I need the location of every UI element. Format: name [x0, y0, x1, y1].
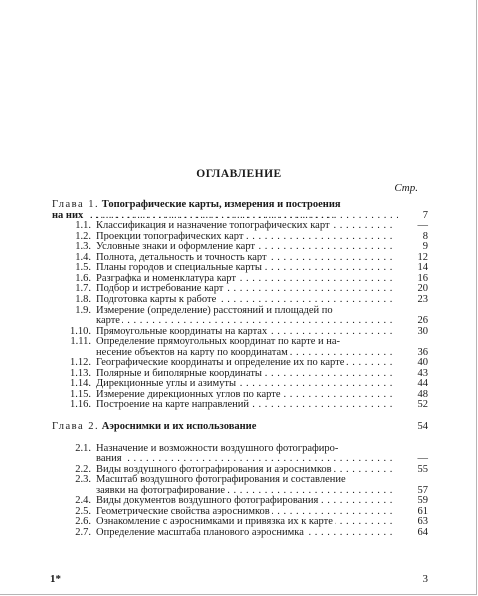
toc-item-page: 30 — [417, 325, 428, 337]
toc-item-number: 1.5. — [75, 262, 91, 274]
toc-line — [0, 199, 478, 210]
toc-item-number: 1.14. — [70, 378, 91, 390]
toc-item-label: Полярные и биполярные координаты — [96, 367, 262, 379]
toc-item-label: Геометрические свойства аэроснимков — [96, 505, 270, 517]
toc-item-text — [96, 527, 396, 538]
toc-item-label-continued: карте — [96, 315, 120, 327]
toc-item-text — [96, 305, 396, 316]
toc-item-page: 23 — [417, 293, 428, 305]
toc-item-number: 1.1. — [75, 220, 91, 232]
toc-item-page: 44 — [417, 378, 428, 390]
toc-item-label: Планы городов и специальные карты — [96, 262, 262, 274]
signature-mark: 1* — [50, 573, 61, 585]
toc-item-number: 1.15. — [70, 388, 91, 400]
toc-line — [0, 262, 478, 273]
page-number: 3 — [422, 573, 428, 585]
toc-item-page: 64 — [417, 526, 428, 538]
toc-item-text — [96, 474, 396, 485]
toc-page: 54 — [417, 421, 428, 432]
toc-item-number: 2.2. — [75, 463, 91, 475]
page-column-label: Стр. — [394, 182, 418, 194]
toc-item-label: Виды воздушного фотографирования и аэроснимков — [96, 463, 332, 475]
toc-item-text — [96, 506, 396, 517]
toc-item-number: 1.13. — [70, 367, 91, 379]
toc-item-label: Масштаб воздушного фотографирования и составление — [96, 474, 346, 486]
toc-item-label: Подбор и истребование карт — [96, 283, 224, 295]
chapter-label: Глава 1. — [52, 199, 100, 210]
toc-item-page: — — [417, 453, 428, 465]
toc-line — [0, 474, 478, 485]
toc-item-text — [96, 443, 396, 454]
toc-item-label: Подготовка карты к работе — [96, 293, 217, 305]
toc-line — [0, 283, 478, 294]
toc-item-number: 2.4. — [75, 495, 91, 507]
toc-item-number: 2.1. — [75, 442, 91, 454]
toc-line — [0, 326, 478, 337]
toc-item-label: Классификация и назначение топографических карт — [96, 220, 330, 232]
toc-item-text — [96, 368, 396, 379]
toc-item-text — [96, 389, 396, 400]
toc-item-page: 26 — [417, 315, 428, 327]
toc-item-page: 8 — [422, 230, 428, 242]
toc-item-number: 1.16. — [70, 399, 91, 411]
toc-item-text — [96, 336, 396, 347]
toc-line — [0, 210, 478, 221]
toc-item-page: 12 — [417, 251, 428, 263]
toc-line — [0, 294, 478, 305]
toc-line — [0, 347, 478, 358]
toc-item-text — [96, 252, 396, 263]
toc-item-label: Построение на карте направлений — [96, 399, 250, 411]
toc-line — [0, 378, 478, 389]
chapter-title: Топографические карты, измерения и построения — [101, 199, 341, 210]
toc-item-label: Разграфка и номенклатура карт — [96, 272, 237, 284]
toc-item-page: 61 — [417, 505, 428, 517]
toc-item-page: 20 — [417, 283, 428, 295]
toc-item-label: Прямоугольные координаты на картах — [96, 325, 268, 337]
toc-line — [0, 241, 478, 252]
toc-item-label: Определение прямоугольных координат по карте и на- — [96, 336, 341, 348]
chapter-heading — [52, 199, 398, 210]
toc-leader: . . . . . . . . . . . . . . . . . . . . . . . . . . . . . . . . . . . . . . . . . . . . . . . . . . — [90, 210, 398, 221]
toc-item-page: 9 — [422, 241, 428, 253]
toc-line — [0, 399, 478, 410]
toc-item-text — [96, 453, 396, 464]
toc-line — [0, 464, 478, 475]
toc-item-label: Измерение (определение) расстояний и площадей по — [96, 304, 333, 316]
toc-item-text — [96, 294, 396, 305]
toc-item-text — [96, 357, 396, 368]
toc-item-page: 63 — [417, 516, 428, 528]
toc-item-page: 52 — [417, 399, 428, 411]
toc-item-label: Условные знаки и оформление карт — [96, 241, 256, 253]
toc-item-label: Виды документов воздушного фотографирования — [96, 495, 319, 507]
toc-item-number: 1.2. — [75, 230, 91, 242]
toc-item-text — [96, 516, 396, 527]
toc-line — [0, 506, 478, 517]
toc-page: 7 — [422, 209, 428, 221]
toc-item-text — [96, 315, 396, 326]
toc-line — [0, 443, 478, 454]
toc-item-page: — — [417, 220, 428, 232]
toc-item-text — [96, 231, 396, 242]
toc-line — [0, 220, 478, 231]
chapter-title: Аэроснимки и их использование — [101, 421, 257, 432]
toc-item-text — [96, 220, 396, 231]
toc-line — [0, 368, 478, 379]
toc-line — [0, 389, 478, 400]
toc-item-page: 16 — [417, 272, 428, 284]
toc-item-text — [96, 347, 396, 358]
toc-item-text — [96, 495, 396, 506]
toc-line — [0, 485, 478, 496]
toc-line — [0, 421, 478, 432]
toc-line — [0, 231, 478, 242]
toc-item-number: 1.12. — [70, 357, 91, 369]
toc-item-number: 1.9. — [75, 304, 91, 316]
chapter-title-continued: на них — [52, 209, 84, 221]
toc-item-number: 1.8. — [75, 293, 91, 305]
toc-line — [0, 453, 478, 464]
toc-item-label: Дирекционные углы и азимуты — [96, 378, 237, 390]
toc-item-number: 1.6. — [75, 272, 91, 284]
toc-item-text — [96, 273, 396, 284]
toc-item-text — [96, 378, 396, 389]
toc-item-number: 2.3. — [75, 474, 91, 486]
toc-item-label: Измерение дирекционных углов по карте — [96, 388, 281, 400]
toc-item-number: 2.7. — [75, 526, 91, 538]
toc-item-text — [96, 399, 396, 410]
toc-item-text — [96, 485, 396, 496]
toc-item-number: 1.11. — [70, 336, 91, 348]
toc-line — [0, 252, 478, 263]
page-title: ОГЛАВЛЕНИЕ — [196, 168, 282, 180]
toc-item-label: Проекции топографических карт — [96, 230, 244, 242]
chapter-heading — [52, 421, 258, 432]
toc-item-label-continued: несение объектов на карту по координатам — [96, 346, 288, 358]
toc-line — [0, 305, 478, 316]
toc-item-label-continued: заявки на фотографирование — [96, 484, 225, 496]
toc-item-number: 1.3. — [75, 241, 91, 253]
toc-line — [0, 336, 478, 347]
toc-item-number: 1.10. — [70, 325, 91, 337]
toc-item-page: 59 — [417, 495, 428, 507]
toc-line — [0, 516, 478, 527]
toc-item-number: 1.7. — [75, 283, 91, 295]
toc-item-page: 43 — [417, 367, 428, 379]
toc-item-page: 14 — [417, 262, 428, 274]
toc-line — [0, 315, 478, 326]
toc-item-text — [96, 326, 396, 337]
toc-item-label: Географические координаты и определение их по карте — [96, 357, 345, 369]
toc-line — [0, 357, 478, 368]
toc-item-label-continued: вания — [96, 453, 122, 465]
toc-item-number: 1.4. — [75, 251, 91, 263]
toc-item-label: Определение масштаба планового аэроснимка — [96, 526, 304, 538]
toc-item-text — [96, 464, 396, 475]
toc-line — [0, 527, 478, 538]
chapter-label: Глава 2. — [52, 421, 100, 432]
toc-item-page: 48 — [417, 388, 428, 400]
toc-item-text — [96, 262, 396, 273]
toc-item-page: 36 — [417, 346, 428, 358]
toc-item-page: 40 — [417, 357, 428, 369]
toc-item-label: Ознакомление с аэроснимками и привязка их к карте — [96, 516, 333, 528]
toc-item-text — [96, 283, 396, 294]
toc-item-label: Полнота, детальность и точность карт — [96, 251, 267, 263]
toc-item-page: 57 — [417, 484, 428, 496]
toc-item-number: 2.6. — [75, 516, 91, 528]
toc-item-page: 55 — [417, 463, 428, 475]
toc-line — [0, 273, 478, 284]
toc-item-label: Назначение и возможности воздушного фотографиро- — [96, 442, 339, 454]
toc-line — [0, 495, 478, 506]
toc-item-number: 2.5. — [75, 505, 91, 517]
toc-item-text — [96, 241, 396, 252]
